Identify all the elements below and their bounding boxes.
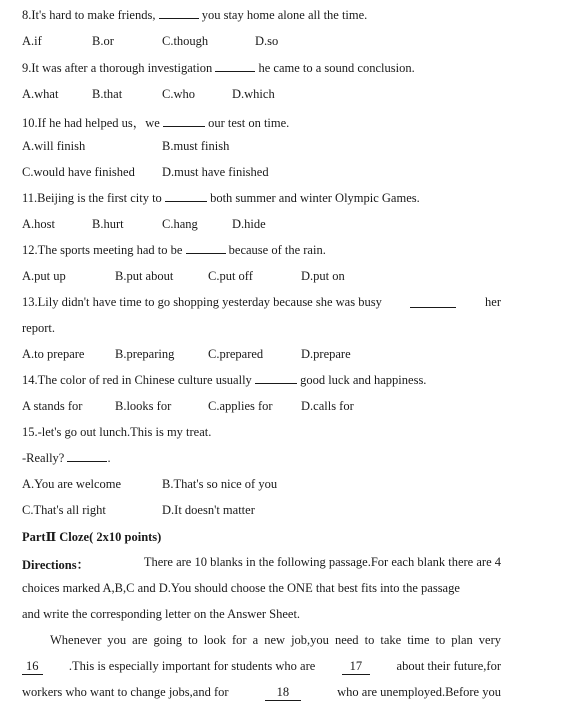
option-a[interactable]: A.if — [22, 34, 42, 48]
option-c[interactable]: C.who — [162, 87, 195, 101]
answer-blank — [410, 297, 456, 308]
question-10-options-ab — [22, 139, 561, 155]
option-d[interactable]: D.which — [232, 87, 275, 101]
question-9-options — [22, 87, 561, 103]
blank-17[interactable]: 17 — [342, 659, 371, 675]
question-9-stem: 9.It was after a thorough investigation he came to a sound conclusion. — [22, 61, 415, 75]
answer-blank — [215, 61, 255, 72]
option-b[interactable]: B.looks for — [115, 399, 172, 413]
directions-line-1: Directions： There are 10 blanks in the following passage.For each blank there are 4 — [22, 555, 501, 572]
answer-blank — [186, 243, 226, 254]
option-b[interactable]: B.That's so nice of you — [162, 477, 278, 491]
blank-18[interactable]: 18 — [265, 685, 302, 701]
option-c[interactable]: C.though — [162, 34, 209, 48]
option-b[interactable]: B.or — [92, 34, 114, 48]
question-14-options — [22, 399, 561, 415]
passage-line-3: workers who want to change jobs,and for 18 who are unemployed.Before you — [22, 685, 501, 699]
option-c[interactable]: C.That's all right — [22, 503, 106, 517]
answer-blank — [255, 373, 297, 384]
question-15-stem: 15.-let's go out lunch.This is my treat. — [22, 425, 212, 439]
answer-blank — [165, 191, 207, 202]
directions-line-3: and write the corresponding letter on the Answer Sheet. — [22, 607, 301, 621]
directions-line-2: choices marked A,B,C and D.You should choose the ONE that best fits into the passage — [22, 581, 460, 595]
section-heading: PartⅡ Cloze( 2x10 points) — [22, 530, 162, 544]
option-b[interactable]: B.hurt — [92, 217, 124, 231]
option-c[interactable]: C.prepared — [208, 347, 264, 361]
question-8-options — [22, 34, 561, 50]
option-b[interactable]: B.preparing — [115, 347, 175, 361]
question-13-options — [22, 347, 561, 363]
question-12-options — [22, 269, 561, 285]
option-d[interactable]: D.must have finished — [162, 165, 269, 179]
question-12-stem: 12.The sports meeting had to be because of the rain. — [22, 243, 326, 257]
option-b[interactable]: B.put about — [115, 269, 174, 283]
option-d[interactable]: D.put on — [301, 269, 345, 283]
question-13-stem-continued: report. — [22, 321, 55, 335]
option-d[interactable]: D.It doesn't matter — [162, 503, 255, 517]
question-11-options — [22, 217, 561, 233]
option-a[interactable]: A.host — [22, 217, 55, 231]
question-13-stem: 13.Lily didn't have time to go shopping yesterday because she was busy her — [22, 295, 501, 309]
blank-16[interactable]: 16 — [22, 659, 43, 675]
option-b[interactable]: B.that — [92, 87, 123, 101]
option-d[interactable]: D.prepare — [301, 347, 351, 361]
option-a[interactable]: A stands for — [22, 399, 83, 413]
option-a[interactable]: A.You are welcome — [22, 477, 122, 491]
passage-line-2: 16 .This is especially important for students who are 17 about their future,for — [22, 659, 501, 675]
question-15-options-cd — [22, 503, 561, 519]
question-10-stem: 10.If he had helped us，we our test on time. — [22, 116, 290, 130]
answer-blank — [67, 451, 107, 462]
question-8-stem: 8.It's hard to make friends, you stay home alone all the time. — [22, 8, 368, 22]
answer-blank — [163, 116, 205, 127]
option-a[interactable]: A.will finish — [22, 139, 86, 153]
question-11-stem: 11.Beijing is the first city to both summer and winter Olympic Games. — [22, 191, 420, 205]
passage-line-1: Whenever you are going to look for a new job,you need to take time to plan very — [50, 633, 501, 647]
answer-blank — [159, 8, 199, 19]
option-d[interactable]: D.so — [255, 34, 279, 48]
question-15-options-ab — [22, 477, 561, 493]
option-c[interactable]: C.put off — [208, 269, 253, 283]
question-15-dialog: -Really? . — [22, 451, 111, 465]
option-a[interactable]: A.to prepare — [22, 347, 85, 361]
option-d[interactable]: D.hide — [232, 217, 266, 231]
option-b[interactable]: B.must finish — [162, 139, 230, 153]
question-10-options-cd — [22, 165, 561, 181]
option-c[interactable]: C.applies for — [208, 399, 273, 413]
question-14-stem: 14.The color of red in Chinese culture usually good luck and happiness. — [22, 373, 427, 387]
option-c[interactable]: C.would have finished — [22, 165, 135, 179]
option-c[interactable]: C.hang — [162, 217, 198, 231]
option-a[interactable]: A.what — [22, 87, 59, 101]
option-d[interactable]: D.calls for — [301, 399, 354, 413]
option-a[interactable]: A.put up — [22, 269, 66, 283]
